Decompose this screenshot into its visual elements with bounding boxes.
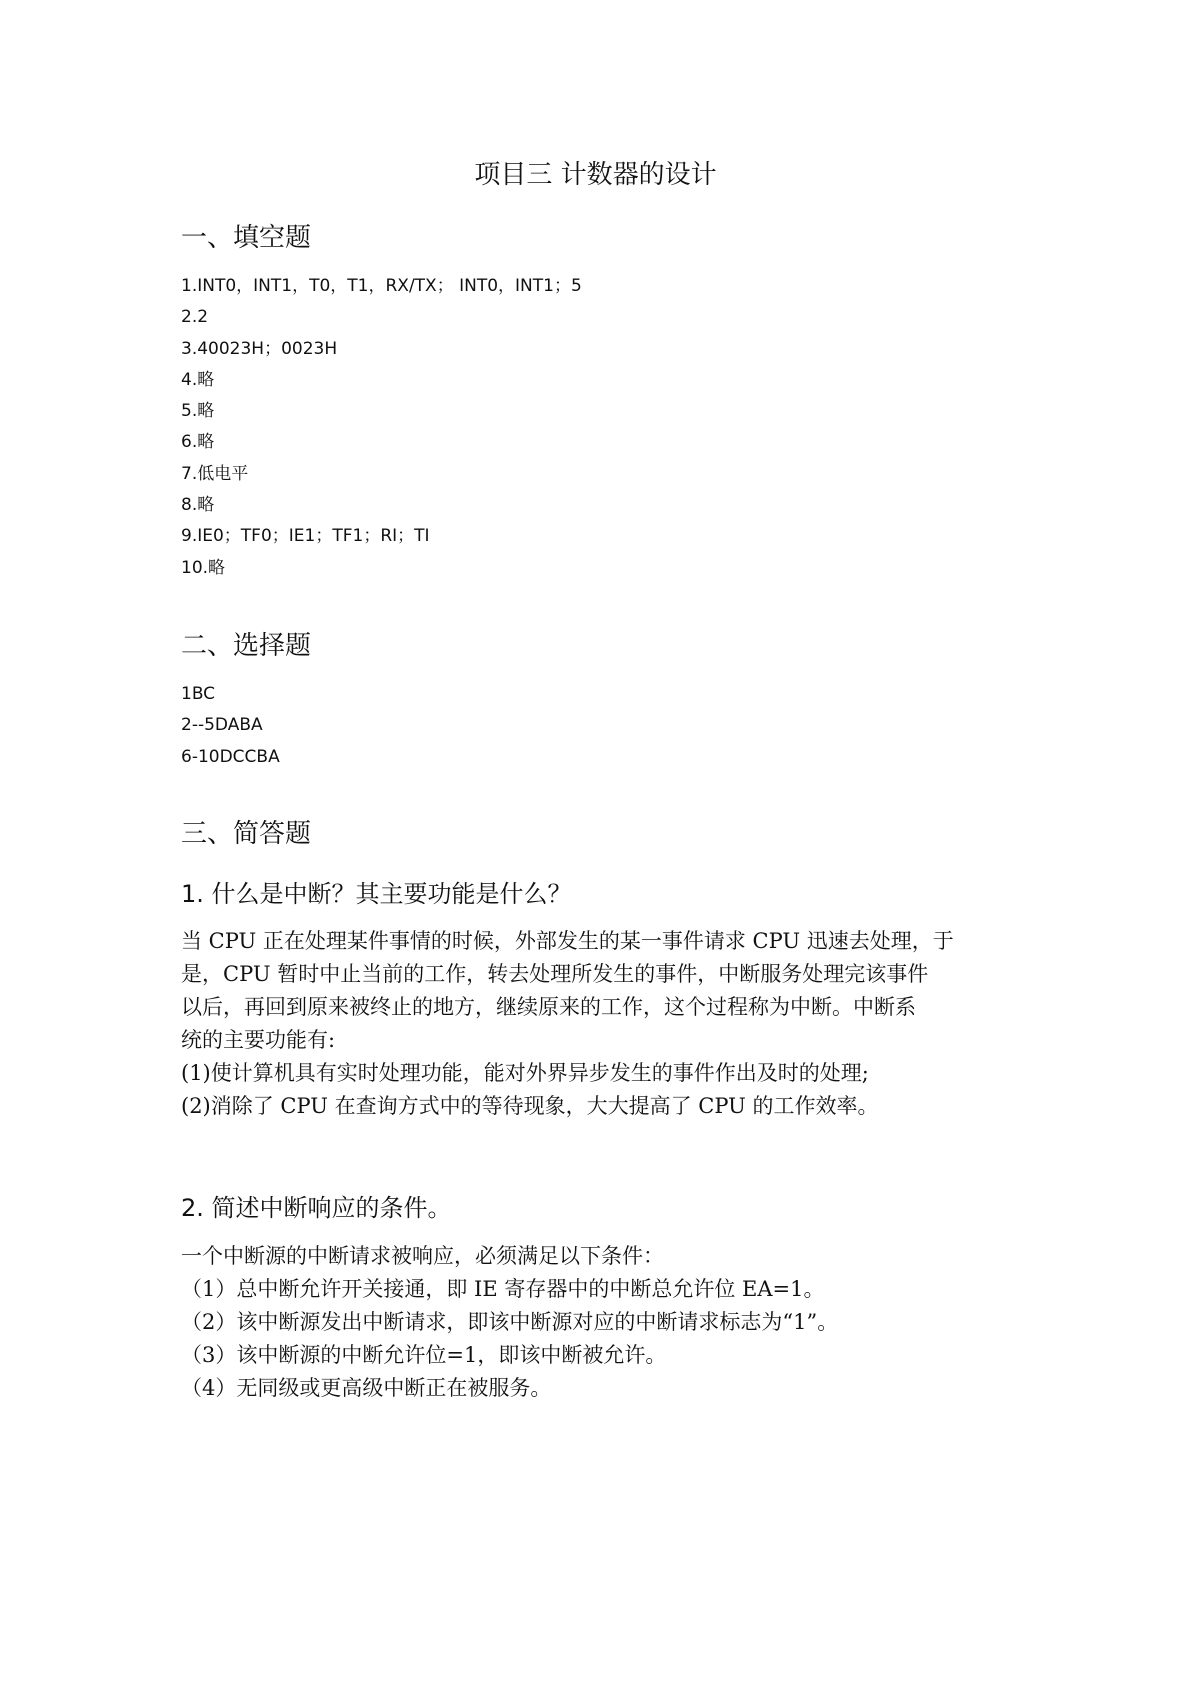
page-title: 项目三 计数器的设计 [474,160,717,190]
paragraph-line: 是，CPU 暂时中止当前的工作，转去处理所发生的事件，中断服务处理完该事件 [181,962,929,986]
answer-line: 2--5DABA [181,715,263,736]
section-heading-short-answer: 三、简答题 [181,819,312,849]
paragraph-line: （2）该中断源发出中断请求，即该中断源对应的中断请求标志为“1”。 [181,1310,839,1334]
choice-answers [181,679,280,773]
answer-line: 6.略 [181,432,215,453]
paragraph-line: （4）无同级或更高级中断正在被服务。 [181,1376,552,1400]
section-heading-choice: 二、选择题 [181,631,312,661]
question-1: 1. 什么是中断？其主要功能是什么？ [181,880,572,908]
answer-line: 10.略 [181,557,226,578]
paragraph-line: 当 CPU 正在处理某件事情的时候，外部发生的某一事件请求 CPU 迅速去处理，于 [181,929,954,953]
answer-line: 9.IE0；TF0；IE1；TF1；RI；TI [181,526,430,547]
paragraph-line: （1）总中断允许开关接通，即 IE 寄存器中的中断总允许位 EA=1。 [181,1277,825,1301]
answer-line: 5.略 [181,401,215,422]
answer-line: 6-10DCCBA [181,746,280,767]
answer-line: 2.2 [181,307,209,328]
paragraph-line: (2)消除了 CPU 在查询方式中的等待现象，大大提高了 CPU 的工作效率。 [181,1094,879,1118]
answer-line: 3.40023H；0023H [181,338,338,359]
answer-line: 1BC [181,684,216,704]
paragraph-line: （3）该中断源的中断允许位=1，即该中断被允许。 [181,1343,667,1367]
paragraph-line: 统的主要功能有: [181,1028,336,1052]
paragraph-line: (1)使计算机具有实时处理功能，能对外界异步发生的事件作出及时的处理; [181,1061,869,1085]
answer-2-paragraph [181,1240,1021,1405]
answer-1-paragraph [181,925,1021,1123]
paragraph-line: 一个中断源的中断请求被响应，必须满足以下条件： [181,1244,664,1268]
paragraph-line: 以后，再回到原来被终止的地方，继续原来的工作，这个过程称为中断。中断系 [181,995,916,1019]
answer-line: 4.略 [181,369,215,390]
answer-line: 1.INT0，INT1，T0，T1，RX/TX； INT0，INT1；5 [181,276,582,296]
section-heading-fill-blank: 一、填空题 [181,223,312,253]
fill-blank-answers [181,271,582,584]
answer-line: 7.低电平 [181,463,249,484]
answer-line: 8.略 [181,495,215,516]
question-2: 2. 简述中断响应的条件。 [181,1194,452,1222]
